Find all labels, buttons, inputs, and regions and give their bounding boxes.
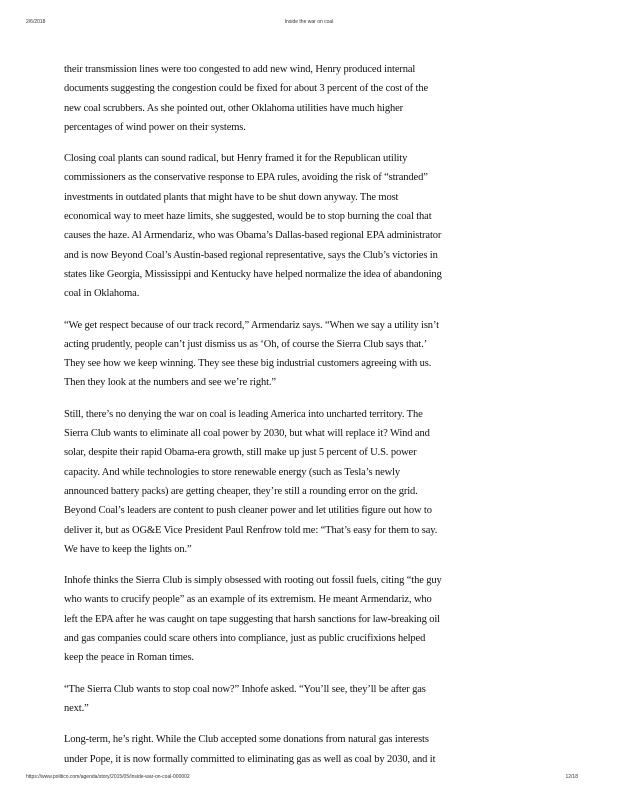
article-body bbox=[64, 60, 442, 781]
paragraph-3: “We get respect because of our track record,” Armendariz says. “When we say a utility isn’t acting prudently, people can’t just dismiss us as ‘Oh, of course the Sierra Club says that.’ They see how we keep winning. They see these big industrial customers agreeing with us. Then they look at the numbers and see we’re right.” bbox=[64, 319, 439, 389]
paragraph-7: Long-term, he’s right. While the Club accepted some donations from natural gas interests under Pope, it is now formally committed to eliminating gas as well as coal by 2030, and it bbox=[64, 734, 436, 765]
page-header-title: Inside the war on coal bbox=[284, 19, 334, 25]
page-number: 12/18 bbox=[565, 774, 578, 780]
print-date: 2/6/2018 bbox=[26, 19, 46, 25]
paragraph-6: “The Sierra Club wants to stop coal now?” Inhofe asked. “You’ll see, they’ll be after gas next.” bbox=[64, 683, 426, 714]
footer-url: https://www.politico.com/agenda/story/2015/05/inside-war-on-coal-000002 bbox=[26, 774, 190, 780]
paragraph-1: their transmission lines were too congested to add new wind, Henry produced internal documents suggesting the congestion could be fixed for about 3 percent of the cost of the new coal scrubbers. As she pointed out, other Oklahoma utilities have much higher percentages of wind power on their systems. bbox=[64, 64, 429, 133]
paragraph-2: Closing coal plants can sound radical, but Henry framed it for the Republican utility commissioners as the conservative response to EPA rules, avoiding the risk of “stranded” investments in outdated plants that might have to be shut down anyway. The most economical way to meet haze limits, she suggested, would be to stop burning the coal that causes the haze. Al Armendariz, who was Obama’s Dallas-based regional EPA administrator and is now Beyond Coal’s Austin-based regional representative, says the Club’s victories in states like Georgia, Mississippi and Kentucky have helped normalize the idea of abandoning coal in Oklahoma. bbox=[64, 153, 442, 300]
paragraph-4: Still, there’s no denying the war on coal is leading America into uncharted territory. The Sierra Club wants to eliminate all coal power by 2030, but what will replace it? Wind and solar, despite their rapid Obama-era growth, still make up just 5 percent of U.S. power capacity. And while technologies to store renewable energy (such as Tesla’s newly announced battery packs) are getting cheaper, they’re still a rounding error on the grid. Beyond Coal’s leaders are content to push cleaner power and let utilities figure out how to deliver it, but as OG&E Vice President Paul Renfrow told me: “That’s easy for them to say. We have to keep the lights on.” bbox=[64, 408, 438, 555]
paragraph-5: Inhofe thinks the Sierra Club is simply obsessed with rooting out fossil fuels, citing “the guy who wants to crucify people” as an example of its extremism. He meant Armendariz, who left the EPA after he was caught on tape suggesting that harsh sanctions for law-breaking oil and gas companies could scare others into compliance, just as public crucifixions helped keep the peace in Roman times. bbox=[64, 575, 442, 664]
